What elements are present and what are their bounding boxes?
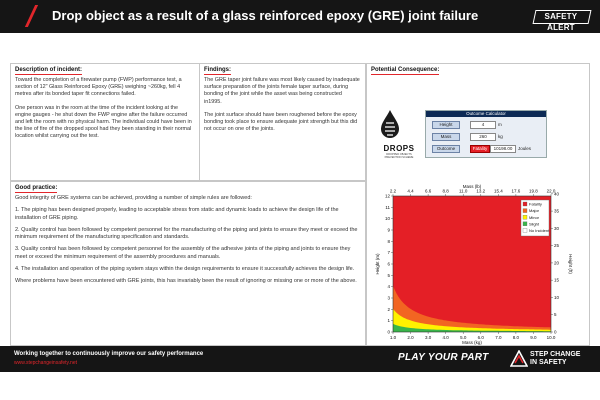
y-axis-label-left: Height (m)	[375, 253, 380, 275]
footer-tagline: Working together to continuously improve our safety performance	[14, 351, 204, 357]
consequence-heading	[367, 64, 589, 75]
brand-line-2: IN SAFETY	[530, 359, 567, 366]
y-tick-label: 6	[387, 261, 390, 267]
top-tick-label: 22.0	[546, 188, 556, 194]
findings-paragraph: The GRE taper joint failure was most likely caused by inadequate surface preparation of the joints female taper surface, during bonding of the joint while the asset was being constructed in1995.	[204, 77, 360, 105]
description-heading	[11, 64, 199, 75]
drops-logo	[379, 109, 419, 159]
drop-energy-chart	[375, 182, 587, 346]
legend-label: No Incident	[529, 228, 550, 233]
legend-swatch	[523, 202, 527, 206]
x-tick-label: 5.0	[460, 335, 467, 340]
description-paragraph: One person was in the room at the time of the incident looking at the engine gauges - he shut down the FWP engine after the failure occurred and left the room with no physical harm. The individual could have been in the line of fire of the dropped spool had they been standing in their normal location whilst carrying out the test.	[15, 104, 192, 140]
top-tick-label: 6.6	[424, 188, 432, 194]
good-practice-body	[11, 193, 365, 293]
step-change-triangle-icon	[510, 350, 528, 368]
y-tick-label: 5	[387, 272, 390, 278]
drops-logo-subtext: DROPPED OBJECTS PREVENTION SCHEME	[384, 153, 414, 159]
header-slash-mark	[25, 5, 45, 27]
y-right-tick-label: 30	[554, 225, 560, 231]
good-practice-paragraph: Good integrity of GRE systems can be achieved, providing a number of simple rules are followed:	[15, 195, 252, 201]
top-axis-label: Mass (lb)	[462, 184, 482, 189]
mass-unit: kg	[498, 134, 503, 139]
legend-label: Fatality	[529, 201, 542, 207]
y-right-tick-label: 10	[554, 294, 560, 300]
header-bar	[0, 0, 600, 33]
top-tick-label: 15.4	[493, 188, 503, 194]
description-paragraph: Toward the completion of a firewater pump (FWP) performance test, a section of 12" Glass Reinforced Epoxy (GRE) weighing ~260kg, fell 4 metres after its bonded taper fit connections failed.	[15, 77, 182, 98]
top-tick-label: 8.8	[442, 188, 449, 194]
brand-line-1: STEP CHANGE	[530, 351, 581, 358]
legend-label: Slight	[529, 221, 540, 227]
x-tick-label: 10.0	[546, 335, 556, 340]
drops-droplet-icon	[379, 109, 401, 139]
outcome-unit: Joules	[518, 146, 532, 151]
good-practice-heading	[11, 182, 365, 193]
good-practice-paragraph: 1. The piping has been designed properly, leading to acceptable stress from static and dynamic loads to achieve the design life of the installation of GRE piping.	[15, 207, 339, 221]
calculator-title: Outcome Calculator	[426, 111, 546, 117]
y-tick-label: 10	[384, 216, 390, 222]
page-title: Drop object as a result of a glass reinforced epoxy (GRE) joint failure	[52, 8, 479, 23]
good-practice-paragraph: 4. The installation and operation of the piping system stays within the design requirements to ensure it successfully achieves the design life.	[15, 266, 355, 273]
y-tick-label: 11	[385, 204, 390, 210]
y-tick-label: 1	[387, 318, 390, 324]
top-tick-label: 17.6	[511, 188, 521, 194]
x-axis-label: Mass (kg)	[462, 340, 482, 345]
play-your-part-text: PLAY YOUR PART	[398, 352, 489, 363]
y-right-tick-label: 5	[554, 312, 557, 318]
step-change-brand	[530, 351, 580, 367]
y-tick-label: 4	[387, 284, 390, 290]
y-tick-label: 3	[387, 295, 390, 301]
safety-alert-badge	[533, 10, 592, 32]
x-tick-label: 2.0	[407, 335, 414, 340]
x-tick-label: 8.0	[512, 335, 520, 340]
findings-paragraph: The joint surface should have been roughened before the epoxy bonding took place to ensure adequate joint strength but this did not occur on one of the joints.	[204, 111, 358, 133]
top-tick-label: 11.0	[459, 188, 468, 194]
description-heading-text: Description of incident:	[15, 67, 83, 73]
legend-swatch	[523, 228, 527, 232]
top-tick-label: 4.4	[407, 188, 414, 194]
findings-heading	[200, 64, 365, 75]
legend-swatch	[523, 222, 527, 226]
y-tick-label: 8	[387, 238, 390, 244]
consequence-panel	[366, 63, 590, 346]
legend-label: Major	[529, 208, 540, 214]
outcome-calculator	[425, 110, 547, 158]
good-practice-heading-text: Good practice:	[15, 185, 58, 191]
footer-bar	[0, 346, 600, 372]
good-practice-paragraph: 3. Quality control has been followed by competent personnel for the assembly of the adhesive joints of the piping and joints to ensure they meet or exceed the minimum requirement of the assembly procedures and manuals.	[15, 246, 351, 260]
y-axis-label-right: Height (ft)	[568, 254, 573, 274]
x-tick-label: 4.0	[442, 335, 449, 340]
top-tick-label: 19.8	[529, 188, 538, 194]
height-unit: m	[498, 122, 502, 127]
good-practice-paragraph: Where problems have been encountered with GRE joints, this has invariably been the result of ignoring or missing one or more of the above.	[15, 278, 357, 285]
y-right-tick-label: 0	[554, 329, 557, 335]
y-tick-label: 2	[387, 306, 390, 312]
height-input[interactable]: 4	[470, 121, 496, 129]
findings-body	[200, 75, 365, 141]
legend-swatch	[523, 215, 527, 219]
footer-url-link[interactable]: www.stepchangeinsafety.net	[14, 360, 78, 366]
x-tick-label: 9.0	[530, 335, 537, 340]
findings-panel	[199, 63, 366, 181]
description-panel	[10, 63, 200, 181]
outcome-label: Outcome	[432, 145, 460, 153]
consequence-heading-text: Potential Consequence:	[371, 67, 440, 73]
y-tick-label: 12	[384, 193, 390, 199]
mass-label: Mass	[432, 133, 460, 141]
outcome-value: 10198.00	[490, 145, 516, 153]
y-right-tick-label: 25	[554, 243, 560, 249]
good-practice-paragraph: 2. Quality control has been followed by competent personnel for the manufacturing of the piping and joints to ensure they meet or exceed the minimum requirement of the manufacturing specification and standards.	[15, 226, 358, 241]
x-tick-label: 3.0	[424, 335, 432, 340]
x-tick-label: 1.0	[389, 335, 397, 340]
y-tick-label: 7	[387, 250, 390, 256]
x-tick-label: 6.0	[477, 335, 484, 340]
height-label: Height	[432, 121, 460, 129]
top-tick-label: 2.2	[389, 188, 397, 194]
outcome-severity: Fatality	[470, 145, 490, 153]
findings-heading-text: Findings:	[204, 67, 231, 73]
y-right-tick-label: 40	[554, 191, 560, 197]
y-tick-label: 0	[387, 329, 390, 335]
drops-logo-text: DROPS	[383, 144, 415, 153]
legend-swatch	[523, 209, 527, 213]
page-bottom-margin	[0, 372, 600, 400]
y-right-tick-label: 35	[554, 208, 560, 214]
y-right-tick-label: 15	[554, 277, 560, 283]
top-tick-label: 13.2	[476, 188, 486, 194]
safety-alert-label: SAFETY ALERT	[544, 12, 578, 32]
description-body	[11, 75, 199, 149]
mass-input[interactable]: 260	[470, 133, 496, 141]
x-tick-label: 7.0	[495, 335, 502, 340]
good-practice-panel	[10, 181, 366, 346]
y-right-tick-label: 20	[554, 260, 560, 266]
y-tick-label: 9	[387, 227, 390, 233]
legend-label: Minor	[529, 214, 540, 220]
